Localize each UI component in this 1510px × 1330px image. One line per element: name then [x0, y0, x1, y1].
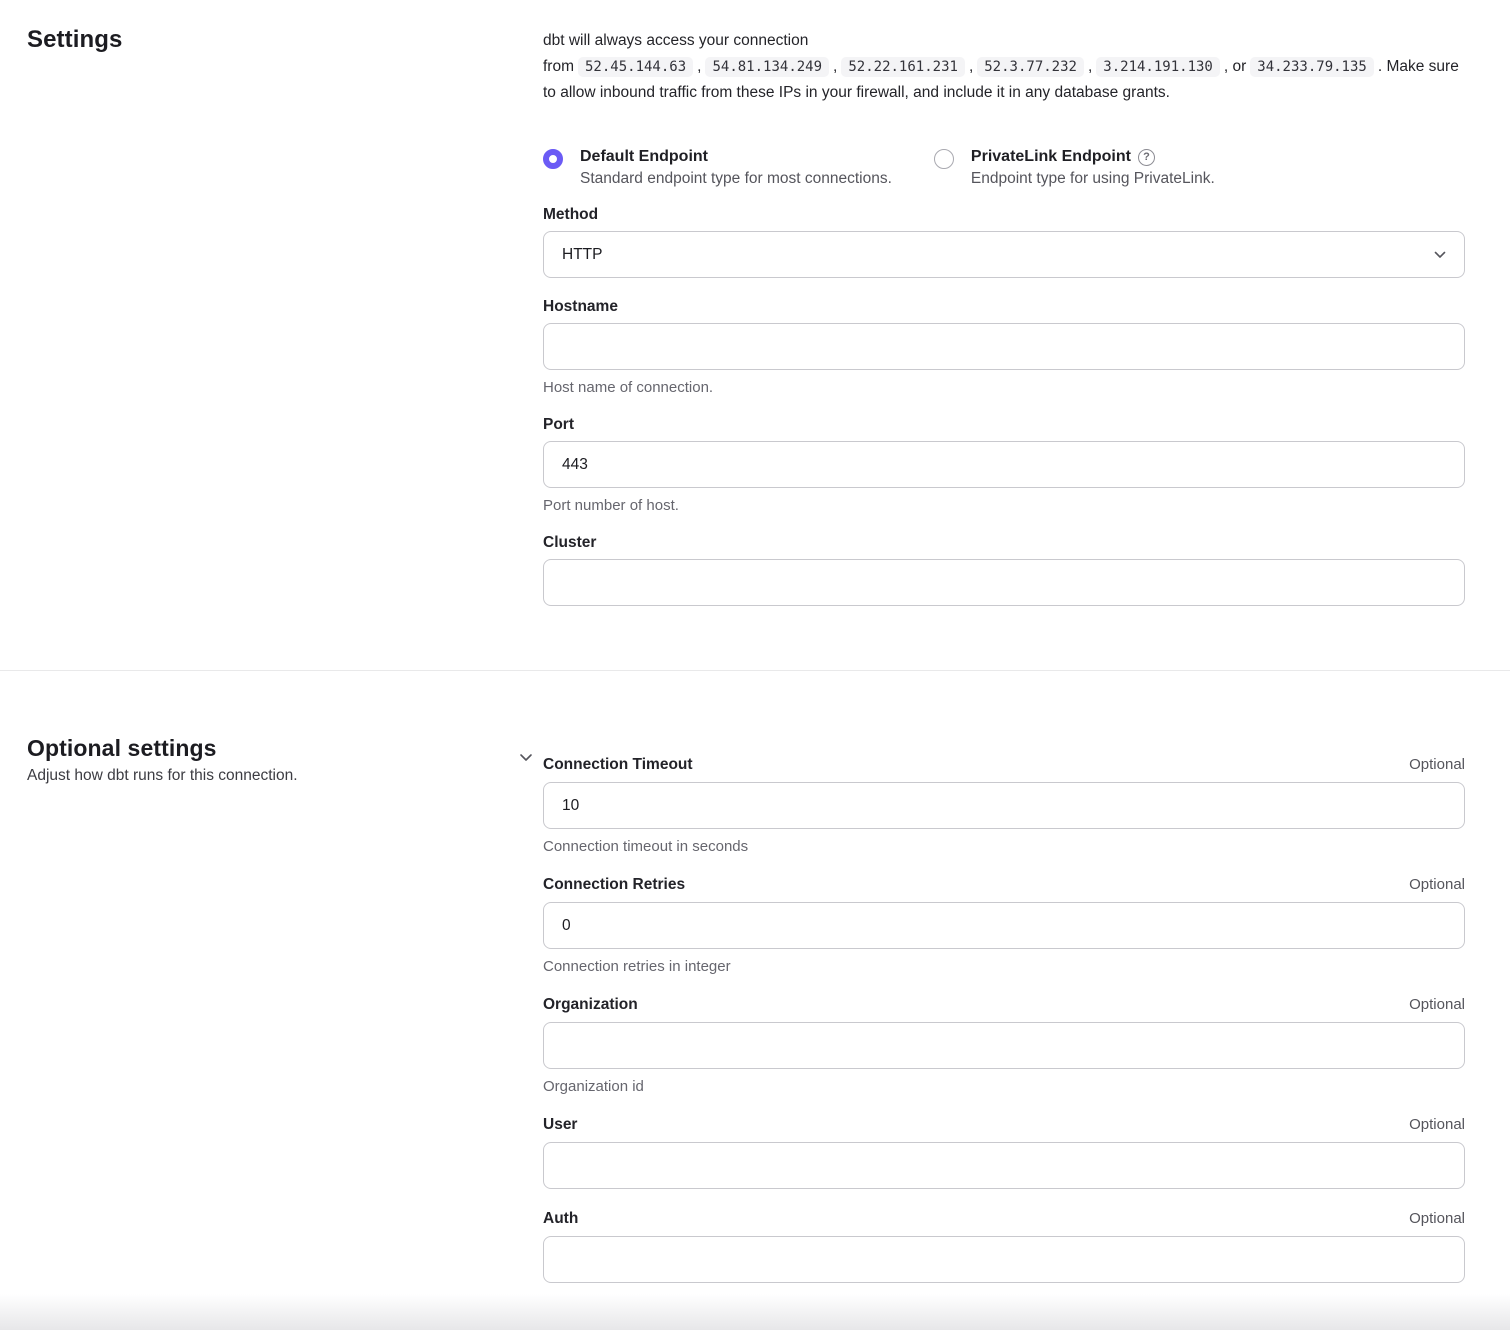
connection-timeout-input[interactable] [543, 782, 1465, 829]
auth-input[interactable] [543, 1236, 1465, 1283]
cluster-input[interactable] [543, 559, 1465, 606]
settings-section [0, 0, 1510, 606]
separator: , [968, 58, 974, 75]
field-connection-timeout [543, 756, 1465, 855]
help-icon[interactable]: ? [1138, 149, 1155, 166]
intro-text: . Make sure to allow inbound traffic from these IPs in your firewall, and include it in any database grants. [543, 58, 1459, 101]
auth-label: Auth [543, 1210, 579, 1227]
separator: , or [1223, 58, 1247, 75]
hostname-label: Hostname [543, 298, 618, 315]
optional-settings-title: Optional settings [27, 735, 217, 761]
field-user [543, 1116, 1465, 1189]
optional-badge: Optional [1409, 1116, 1465, 1133]
method-label: Method [543, 206, 599, 223]
radio-privatelink-endpoint[interactable] [934, 148, 1215, 188]
connection-fields [543, 206, 1465, 606]
field-hostname [543, 298, 1465, 396]
ip-address: 3.214.191.130 [1096, 57, 1220, 77]
field-port [543, 416, 1465, 514]
ip-address: 52.45.144.63 [578, 57, 693, 77]
organization-helper: Organization id [543, 1078, 644, 1095]
optional-badge: Optional [1409, 996, 1465, 1013]
optional-fields [543, 756, 1465, 1283]
port-label: Port [543, 416, 574, 433]
radio-selected-icon [543, 149, 563, 169]
collapse-optional-settings-button[interactable] [515, 749, 537, 766]
hostname-helper: Host name of connection. [543, 379, 714, 396]
hostname-input[interactable] [543, 323, 1465, 370]
connection-timeout-label: Connection Timeout [543, 756, 693, 773]
user-input[interactable] [543, 1142, 1465, 1189]
port-helper: Port number of host. [543, 497, 679, 514]
connection-retries-input[interactable] [543, 902, 1465, 949]
method-selected-value: HTTP [562, 245, 603, 263]
field-cluster [543, 534, 1465, 606]
radio-description: Endpoint type for using PrivateLink. [970, 170, 1215, 187]
intro-text: dbt will always access your connection from [543, 32, 809, 75]
connection-retries-label: Connection Retries [543, 876, 686, 893]
optional-settings-subtitle: Adjust how dbt runs for this connection. [27, 767, 298, 784]
ip-address: 54.81.134.249 [705, 57, 829, 77]
separator: , [833, 58, 838, 75]
endpoint-type-radio-group [543, 148, 1465, 188]
chevron-down-icon [1434, 251, 1446, 259]
optional-badge: Optional [1409, 1210, 1465, 1227]
connection-retries-helper: Connection retries in integer [543, 958, 731, 975]
radio-default-endpoint[interactable] [543, 148, 892, 188]
cluster-label: Cluster [543, 534, 597, 551]
radio-unselected-icon [934, 149, 954, 169]
method-select[interactable] [543, 231, 1465, 278]
ip-allowlist-text [543, 28, 1465, 106]
bottom-fade-shadow [0, 1294, 1510, 1330]
page-title: Settings [27, 26, 123, 53]
radio-label: Default Endpoint [580, 148, 708, 165]
organization-label: Organization [543, 996, 638, 1013]
optional-settings-section [0, 671, 1510, 1283]
connection-timeout-helper: Connection timeout in seconds [543, 838, 749, 855]
ip-address: 52.3.77.232 [977, 57, 1084, 77]
organization-input[interactable] [543, 1022, 1465, 1069]
separator: , [697, 58, 702, 75]
separator: , [1087, 58, 1093, 75]
field-organization [543, 996, 1465, 1095]
field-method [543, 206, 1465, 278]
optional-badge: Optional [1409, 756, 1465, 773]
radio-label: PrivateLink Endpoint [970, 148, 1131, 165]
ip-address: 34.233.79.135 [1250, 57, 1374, 77]
chevron-down-icon [519, 753, 533, 762]
field-connection-retries [543, 876, 1465, 975]
radio-description: Standard endpoint type for most connections. [580, 170, 892, 187]
field-auth [543, 1210, 1465, 1283]
optional-badge: Optional [1409, 876, 1465, 893]
ip-address: 52.22.161.231 [841, 57, 965, 77]
user-label: User [543, 1116, 578, 1133]
port-input[interactable] [543, 441, 1465, 488]
